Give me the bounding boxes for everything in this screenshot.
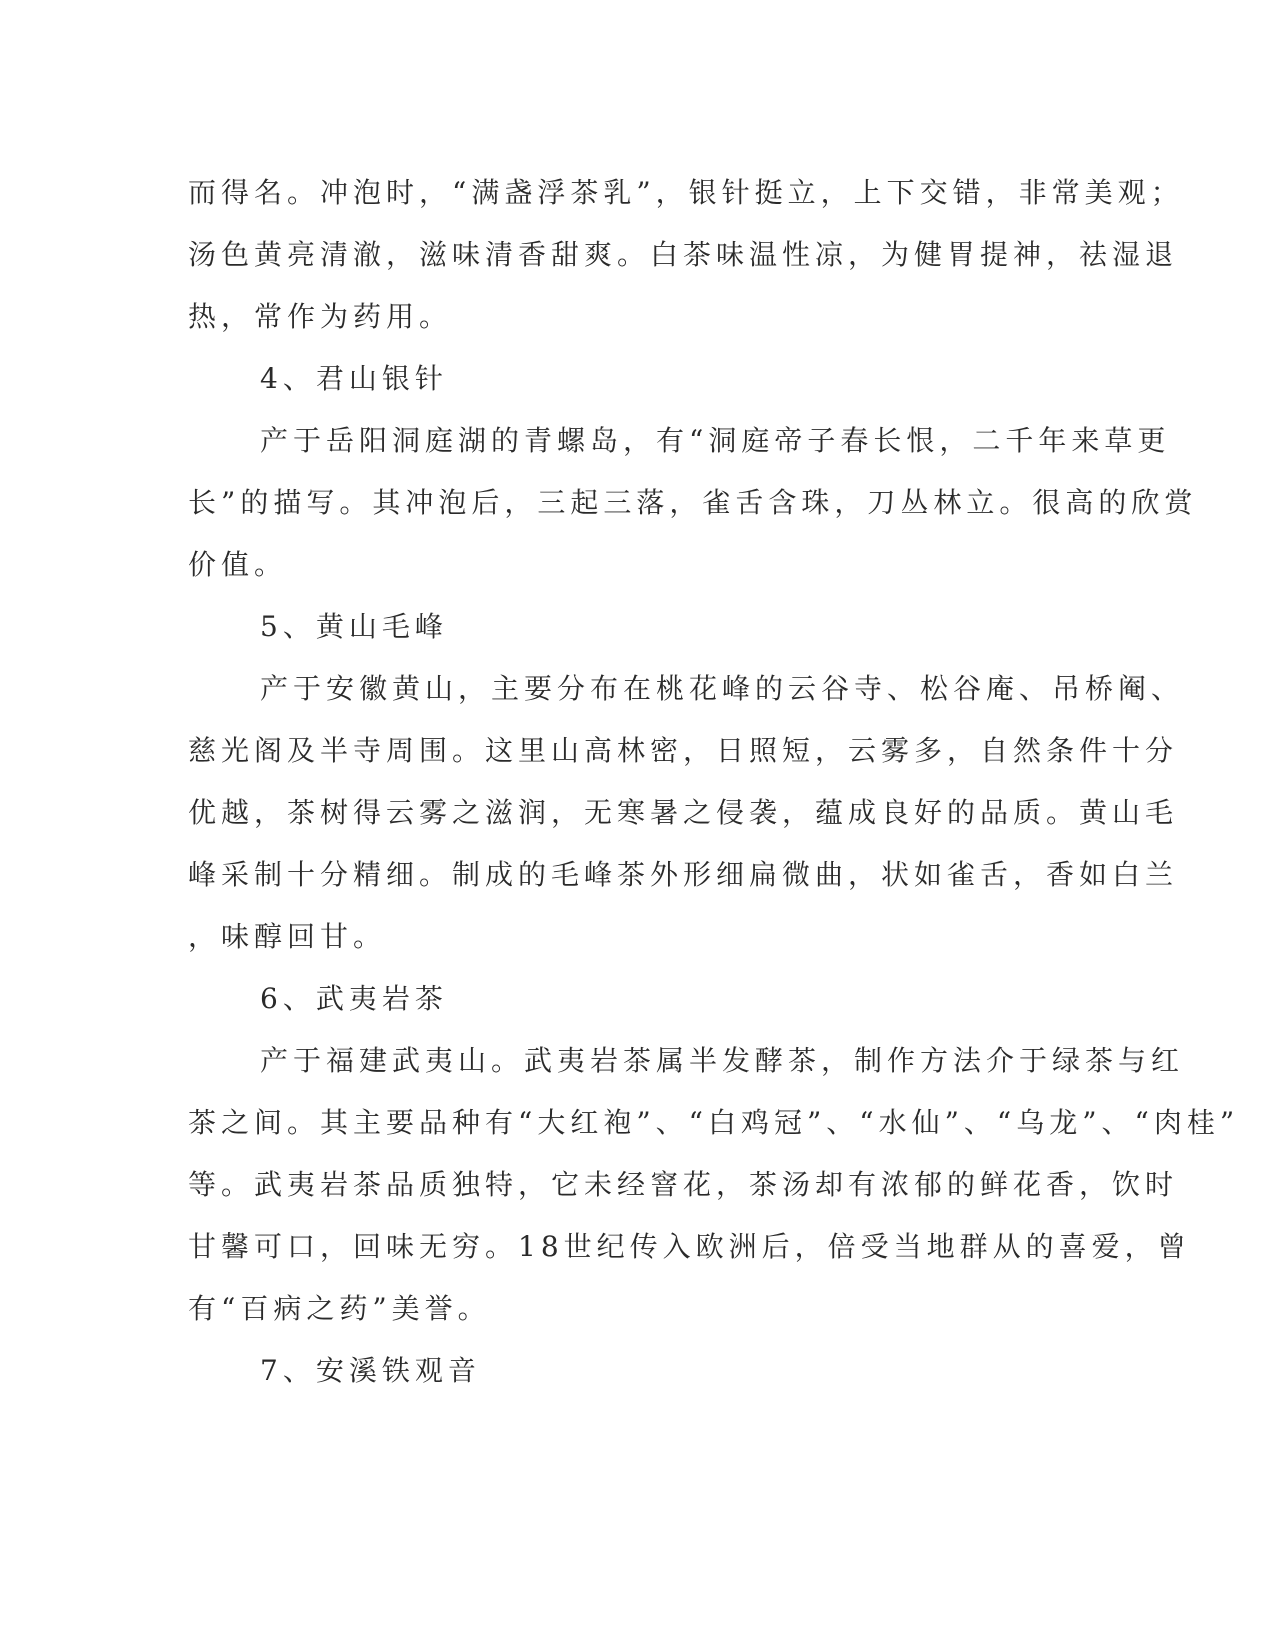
document-body [188, 162, 1240, 1402]
text-line: 峰采制十分精细。制成的毛峰茶外形细扁微曲，状如雀舌，香如白兰 [188, 858, 1179, 891]
text-line: 而得名。冲泡时，“满盏浮茶乳”，银针挺立，上下交错，非常美观； [188, 176, 1184, 209]
text-line: 价值。 [188, 548, 288, 581]
text-line: 产于福建武夷山。武夷岩茶属半发酵茶，制作方法介于绿茶与红 [260, 1044, 1185, 1077]
text-line: 有“百病之药”美誉。 [188, 1292, 491, 1325]
text-line: 优越，茶树得云雾之滋润，无寒暑之侵袭，蕴成良好的品质。黄山毛 [188, 796, 1179, 829]
section-heading: 4、君山银针 [260, 362, 448, 395]
section-heading: 7、安溪铁观音 [260, 1354, 481, 1387]
text-line: 等。武夷岩茶品质独特，它未经窨花，茶汤却有浓郁的鲜花香，饮时 [188, 1168, 1179, 1201]
text-line: 汤色黄亮清澈，滋味清香甜爽。白茶味温性凉，为健胃提神，祛湿退 [188, 238, 1179, 271]
text-line: 慈光阁及半寺周围。这里山高林密，日照短，云雾多，自然条件十分 [188, 734, 1179, 767]
text-line: 产于安徽黄山，主要分布在桃花峰的云谷寺、松谷庵、吊桥阉、 [260, 672, 1185, 705]
section-heading: 5、黄山毛峰 [260, 610, 448, 643]
text-line: 长”的描写。其冲泡后，三起三落，雀舌含珠，刀丛林立。很高的欣赏 [188, 486, 1198, 519]
section-heading: 6、武夷岩茶 [260, 982, 448, 1015]
text-line: 产于岳阳洞庭湖的青螺岛，有“洞庭帝子春长恨，二千年来草更 [260, 424, 1171, 457]
text-line: ，味醇回甘。 [188, 920, 387, 953]
text-line: 热，常作为药用。 [188, 300, 453, 333]
text-line: 茶之间。其主要品种有“大红袍”、“白鸡冠”、“水仙”、“乌龙”、“肉桂” [188, 1106, 1240, 1139]
text-line: 甘馨可口，回味无穷。18世纪传入欧洲后，倍受当地群从的喜爱，曾 [188, 1230, 1191, 1263]
